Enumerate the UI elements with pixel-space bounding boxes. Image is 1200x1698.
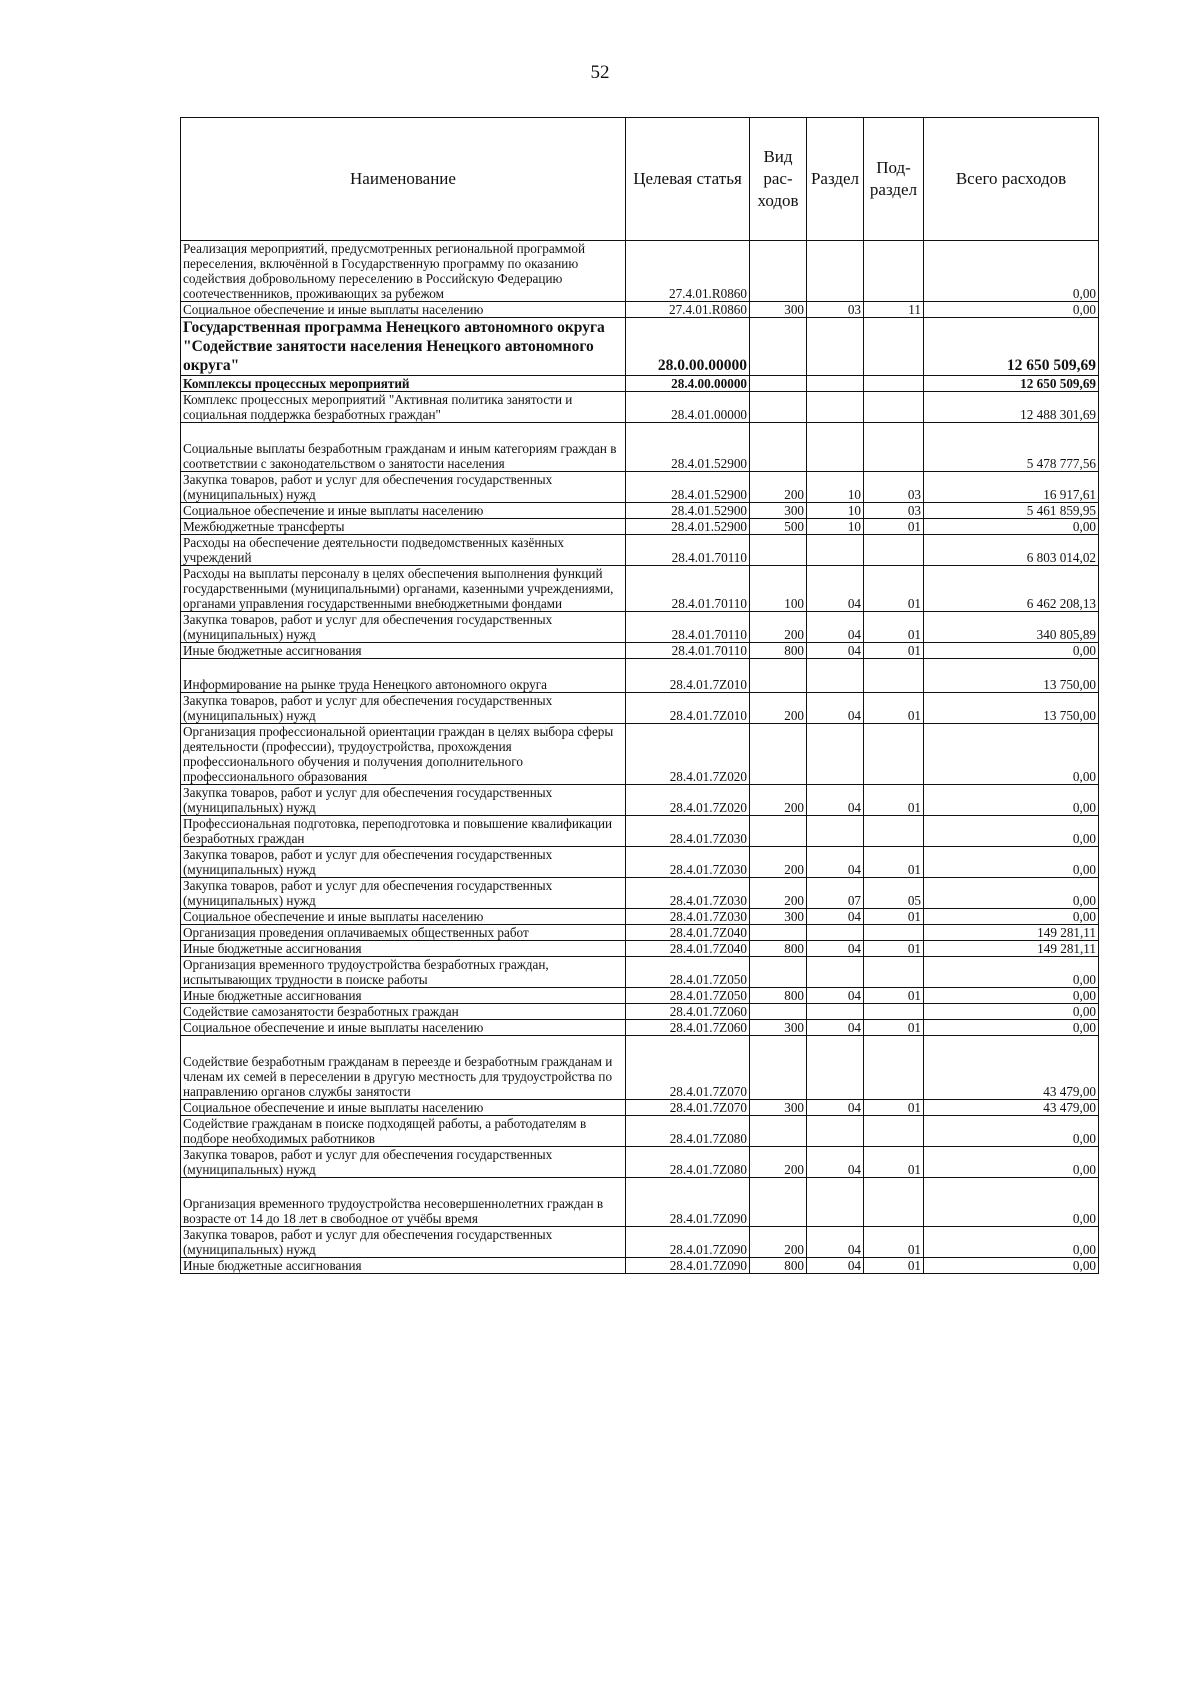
table-row [181, 503, 1099, 519]
cell-name: Содействие гражданам в поиске подходящей работы, а работодателям в подборе необходимых работников [181, 1116, 626, 1147]
cell-section: 04 [807, 612, 864, 643]
cell-target-code: 28.4.01.7Z030 [626, 878, 750, 909]
cell-section: 04 [807, 785, 864, 816]
cell-subsection: 01 [864, 519, 924, 535]
cell-total: 0,00 [924, 909, 1099, 925]
cell-expense-type: 300 [750, 503, 807, 519]
cell-total: 43 479,00 [924, 1100, 1099, 1116]
table-row [181, 1147, 1099, 1178]
cell-total: 16 917,61 [924, 472, 1099, 503]
cell-target-code: 28.4.01.7Z090 [626, 1227, 750, 1258]
cell-expense-type [750, 392, 807, 423]
cell-name: Социальное обеспечение и иные выплаты населению [181, 302, 626, 318]
cell-target-code: 28.4.01.7Z030 [626, 909, 750, 925]
cell-total: 149 281,11 [924, 925, 1099, 941]
cell-name: Реализация мероприятий, предусмотренных региональной программой переселения, включённой в Государственную программу по оказанию содействия добровольному переселению в Российскую Федерацию соотечественников, проживающих за рубежом [181, 241, 626, 302]
cell-section [807, 535, 864, 566]
cell-section: 04 [807, 693, 864, 724]
table-row [181, 1036, 1099, 1100]
cell-target-code: 28.4.01.52900 [626, 519, 750, 535]
cell-total: 0,00 [924, 957, 1099, 988]
cell-section [807, 659, 864, 693]
cell-target-code: 28.4.01.7Z090 [626, 1258, 750, 1274]
cell-expense-type: 200 [750, 693, 807, 724]
cell-name: Государственная программа Ненецкого автономного округа "Содействие занятости населения Ненецкого автономного округа" [181, 318, 626, 376]
cell-target-code: 28.4.01.7Z020 [626, 724, 750, 785]
cell-total: 0,00 [924, 302, 1099, 318]
cell-name: Организация временного трудоустройства несовершеннолетних граждан в возрасте от 14 до 18 лет в свободное от учёбы время [181, 1178, 626, 1227]
table-row [181, 693, 1099, 724]
cell-subsection [864, 925, 924, 941]
cell-name: Закупка товаров, работ и услуг для обеспечения государственных (муниципальных) нужд [181, 785, 626, 816]
table-row [181, 816, 1099, 847]
cell-name: Иные бюджетные ассигнования [181, 941, 626, 957]
table-row [181, 302, 1099, 318]
cell-subsection: 01 [864, 1258, 924, 1274]
cell-target-code: 27.4.01.R0860 [626, 302, 750, 318]
cell-expense-type [750, 318, 807, 376]
cell-subsection: 01 [864, 693, 924, 724]
cell-expense-type [750, 241, 807, 302]
cell-expense-type: 500 [750, 519, 807, 535]
cell-subsection: 01 [864, 847, 924, 878]
cell-name: Социальное обеспечение и иные выплаты населению [181, 909, 626, 925]
cell-section [807, 925, 864, 941]
cell-name: Расходы на обеспечение деятельности подведомственных казённых учреждений [181, 535, 626, 566]
cell-name: Комплексы процессных мероприятий [181, 376, 626, 392]
cell-expense-type: 200 [750, 612, 807, 643]
cell-name: Иные бюджетные ассигнования [181, 988, 626, 1004]
cell-subsection: 01 [864, 1100, 924, 1116]
cell-subsection [864, 1004, 924, 1020]
cell-total: 12 650 509,69 [924, 376, 1099, 392]
cell-subsection: 03 [864, 472, 924, 503]
cell-expense-type: 200 [750, 472, 807, 503]
cell-name: Закупка товаров, работ и услуг для обеспечения государственных (муниципальных) нужд [181, 1147, 626, 1178]
cell-name: Информирование на рынке труда Ненецкого автономного округа [181, 659, 626, 693]
cell-target-code: 28.4.01.7Z010 [626, 693, 750, 724]
header-section: Раздел [807, 118, 864, 241]
cell-section [807, 318, 864, 376]
cell-name: Социальное обеспечение и иные выплаты населению [181, 1020, 626, 1036]
cell-total: 0,00 [924, 1020, 1099, 1036]
cell-name: Социальное обеспечение и иные выплаты населению [181, 1100, 626, 1116]
cell-section [807, 423, 864, 472]
cell-target-code: 28.4.01.7Z050 [626, 957, 750, 988]
table-row [181, 724, 1099, 785]
cell-name: Организация временного трудоустройства безработных граждан, испытывающих трудности в поиске работы [181, 957, 626, 988]
cell-subsection: 01 [864, 941, 924, 957]
cell-total: 0,00 [924, 1178, 1099, 1227]
cell-name: Содействие безработным гражданам в переезде и безработным гражданам и членам их семей в переселении в другую местность для трудоустройства по направлению органов службы занятости [181, 1036, 626, 1100]
table-row [181, 785, 1099, 816]
cell-name: Закупка товаров, работ и услуг для обеспечения государственных (муниципальных) нужд [181, 1227, 626, 1258]
cell-target-code: 27.4.01.R0860 [626, 241, 750, 302]
cell-expense-type [750, 376, 807, 392]
cell-expense-type [750, 925, 807, 941]
cell-name: Закупка товаров, работ и услуг для обеспечения государственных (муниципальных) нужд [181, 472, 626, 503]
table-row [181, 1020, 1099, 1036]
cell-section: 03 [807, 302, 864, 318]
cell-target-code: 28.4.01.7Z040 [626, 925, 750, 941]
cell-total: 0,00 [924, 1116, 1099, 1147]
cell-target-code: 28.4.01.7Z030 [626, 847, 750, 878]
cell-expense-type [750, 1116, 807, 1147]
cell-target-code: 28.4.01.52900 [626, 472, 750, 503]
cell-total: 43 479,00 [924, 1036, 1099, 1100]
cell-total: 0,00 [924, 1227, 1099, 1258]
cell-subsection: 03 [864, 503, 924, 519]
table-row [181, 612, 1099, 643]
cell-subsection [864, 423, 924, 472]
cell-section [807, 376, 864, 392]
cell-expense-type [750, 1004, 807, 1020]
cell-name: Закупка товаров, работ и услуг для обеспечения государственных (муниципальных) нужд [181, 612, 626, 643]
cell-expense-type [750, 659, 807, 693]
table-row [181, 847, 1099, 878]
cell-total: 0,00 [924, 988, 1099, 1004]
cell-expense-type: 200 [750, 1227, 807, 1258]
header-code: Целевая статья [626, 118, 750, 241]
page-number: 52 [590, 62, 610, 83]
cell-subsection: 11 [864, 302, 924, 318]
cell-subsection: 01 [864, 566, 924, 612]
cell-total: 13 750,00 [924, 693, 1099, 724]
table-row [181, 376, 1099, 392]
cell-name: Межбюджетные трансферты [181, 519, 626, 535]
cell-name: Социальные выплаты безработным гражданам и иным категориям граждан в соответствии с законодательством о занятости населения [181, 423, 626, 472]
cell-subsection [864, 1036, 924, 1100]
table-row [181, 392, 1099, 423]
cell-subsection: 01 [864, 785, 924, 816]
cell-expense-type: 100 [750, 566, 807, 612]
cell-section: 04 [807, 1147, 864, 1178]
cell-expense-type: 300 [750, 302, 807, 318]
table-row [181, 659, 1099, 693]
cell-total: 0,00 [924, 643, 1099, 659]
cell-target-code: 28.4.01.7Z060 [626, 1020, 750, 1036]
cell-subsection [864, 241, 924, 302]
cell-target-code: 28.4.01.70110 [626, 612, 750, 643]
cell-section [807, 1004, 864, 1020]
cell-total: 0,00 [924, 1147, 1099, 1178]
cell-expense-type [750, 535, 807, 566]
cell-expense-type [750, 816, 807, 847]
cell-target-code: 28.4.01.00000 [626, 392, 750, 423]
cell-total: 149 281,11 [924, 941, 1099, 957]
cell-expense-type [750, 724, 807, 785]
table-row [181, 643, 1099, 659]
cell-total: 0,00 [924, 1258, 1099, 1274]
cell-section: 04 [807, 1100, 864, 1116]
cell-target-code: 28.4.01.70110 [626, 566, 750, 612]
cell-name: Иные бюджетные ассигнования [181, 643, 626, 659]
cell-section: 04 [807, 566, 864, 612]
budget-table [180, 117, 1099, 1274]
table-row [181, 909, 1099, 925]
cell-section: 04 [807, 988, 864, 1004]
cell-section: 04 [807, 847, 864, 878]
cell-total: 6 803 014,02 [924, 535, 1099, 566]
cell-target-code: 28.4.01.7Z080 [626, 1147, 750, 1178]
cell-total: 0,00 [924, 785, 1099, 816]
cell-section: 10 [807, 503, 864, 519]
cell-total: 0,00 [924, 519, 1099, 535]
cell-target-code: 28.4.01.7Z070 [626, 1100, 750, 1116]
table-row [181, 535, 1099, 566]
cell-expense-type: 300 [750, 909, 807, 925]
cell-expense-type: 300 [750, 1100, 807, 1116]
cell-section: 04 [807, 1258, 864, 1274]
table-row [181, 988, 1099, 1004]
cell-name: Организация проведения оплачиваемых общественных работ [181, 925, 626, 941]
cell-expense-type: 800 [750, 1258, 807, 1274]
header-subsection: Под-раздел [864, 118, 924, 241]
cell-total: 5 478 777,56 [924, 423, 1099, 472]
cell-section [807, 1116, 864, 1147]
cell-expense-type: 800 [750, 988, 807, 1004]
cell-expense-type [750, 1036, 807, 1100]
cell-section [807, 1178, 864, 1227]
cell-section: 10 [807, 519, 864, 535]
table-row [181, 241, 1099, 302]
table-row [181, 925, 1099, 941]
cell-section: 10 [807, 472, 864, 503]
cell-name: Иные бюджетные ассигнования [181, 1258, 626, 1274]
cell-target-code: 28.4.01.7Z040 [626, 941, 750, 957]
cell-total: 0,00 [924, 724, 1099, 785]
cell-subsection: 01 [864, 909, 924, 925]
table-row [181, 1004, 1099, 1020]
cell-target-code: 28.4.01.70110 [626, 643, 750, 659]
cell-target-code: 28.4.01.70110 [626, 535, 750, 566]
table-row [181, 1227, 1099, 1258]
cell-target-code: 28.4.01.7Z070 [626, 1036, 750, 1100]
table-row [181, 519, 1099, 535]
cell-expense-type: 300 [750, 1020, 807, 1036]
cell-target-code: 28.4.01.7Z060 [626, 1004, 750, 1020]
cell-expense-type [750, 1178, 807, 1227]
cell-subsection: 01 [864, 1147, 924, 1178]
cell-section [807, 957, 864, 988]
cell-target-code: 28.4.01.7Z020 [626, 785, 750, 816]
cell-subsection [864, 816, 924, 847]
header-type: Вид рас-ходов [750, 118, 807, 241]
cell-total: 0,00 [924, 816, 1099, 847]
cell-total: 340 805,89 [924, 612, 1099, 643]
cell-total: 0,00 [924, 878, 1099, 909]
cell-section [807, 724, 864, 785]
cell-name: Организация профессиональной ориентации граждан в целях выбора сферы деятельности (профессии), трудоустройства, прохождения профессионального обучения и получения дополнительного профессионального образования [181, 724, 626, 785]
cell-total: 12 650 509,69 [924, 318, 1099, 376]
cell-subsection [864, 376, 924, 392]
cell-subsection [864, 957, 924, 988]
cell-section [807, 1036, 864, 1100]
cell-name: Профессиональная подготовка, переподготовка и повышение квалификации безработных граждан [181, 816, 626, 847]
table-row [181, 1258, 1099, 1274]
cell-expense-type: 200 [750, 1147, 807, 1178]
cell-subsection [864, 318, 924, 376]
table-row [181, 472, 1099, 503]
cell-target-code: 28.4.01.52900 [626, 423, 750, 472]
cell-name: Закупка товаров, работ и услуг для обеспечения государственных (муниципальных) нужд [181, 693, 626, 724]
cell-total: 12 488 301,69 [924, 392, 1099, 423]
cell-target-code: 28.4.01.7Z080 [626, 1116, 750, 1147]
table-row [181, 878, 1099, 909]
cell-section: 04 [807, 1020, 864, 1036]
cell-total: 5 461 859,95 [924, 503, 1099, 519]
cell-target-code: 28.4.01.7Z030 [626, 816, 750, 847]
cell-subsection [864, 392, 924, 423]
cell-name: Расходы на выплаты персоналу в целях обеспечения выполнения функций государственными (муниципальными) органами, казенными учреждениями, органами управления государственными внебюджетными фондами [181, 566, 626, 612]
cell-section: 07 [807, 878, 864, 909]
cell-expense-type: 200 [750, 878, 807, 909]
cell-total: 0,00 [924, 241, 1099, 302]
table-header-row [181, 118, 1099, 241]
cell-subsection [864, 1116, 924, 1147]
table-row [181, 1116, 1099, 1147]
cell-section [807, 816, 864, 847]
table-row [181, 1100, 1099, 1116]
cell-subsection: 05 [864, 878, 924, 909]
header-total: Всего расходов [924, 118, 1099, 241]
cell-subsection: 01 [864, 612, 924, 643]
cell-total: 0,00 [924, 1004, 1099, 1020]
cell-target-code: 28.4.01.7Z090 [626, 1178, 750, 1227]
cell-subsection: 01 [864, 988, 924, 1004]
table-row [181, 566, 1099, 612]
cell-target-code: 28.4.01.7Z050 [626, 988, 750, 1004]
cell-section: 04 [807, 1227, 864, 1258]
table-row [181, 318, 1099, 376]
cell-expense-type [750, 957, 807, 988]
cell-section [807, 392, 864, 423]
cell-subsection [864, 535, 924, 566]
cell-subsection [864, 1178, 924, 1227]
cell-section: 04 [807, 941, 864, 957]
table-row [181, 423, 1099, 472]
cell-target-code: 28.0.00.00000 [626, 318, 750, 376]
cell-name: Содействие самозанятости безработных граждан [181, 1004, 626, 1020]
cell-name: Закупка товаров, работ и услуг для обеспечения государственных (муниципальных) нужд [181, 878, 626, 909]
cell-expense-type: 200 [750, 785, 807, 816]
cell-section [807, 241, 864, 302]
cell-expense-type [750, 423, 807, 472]
header-name: Наименование [181, 118, 626, 241]
cell-total: 0,00 [924, 847, 1099, 878]
cell-target-code: 28.4.01.7Z010 [626, 659, 750, 693]
cell-subsection: 01 [864, 1227, 924, 1258]
cell-expense-type: 200 [750, 847, 807, 878]
cell-expense-type: 800 [750, 941, 807, 957]
table-row [181, 1178, 1099, 1227]
cell-expense-type: 800 [750, 643, 807, 659]
cell-name: Закупка товаров, работ и услуг для обеспечения государственных (муниципальных) нужд [181, 847, 626, 878]
cell-name: Социальное обеспечение и иные выплаты населению [181, 503, 626, 519]
table-row [181, 941, 1099, 957]
cell-target-code: 28.4.00.00000 [626, 376, 750, 392]
cell-total: 6 462 208,13 [924, 566, 1099, 612]
cell-subsection [864, 724, 924, 785]
cell-target-code: 28.4.01.52900 [626, 503, 750, 519]
table-row [181, 957, 1099, 988]
cell-subsection [864, 659, 924, 693]
cell-name: Комплекс процессных мероприятий "Активная политика занятости и социальная поддержка безработных граждан" [181, 392, 626, 423]
cell-total: 13 750,00 [924, 659, 1099, 693]
cell-subsection: 01 [864, 1020, 924, 1036]
cell-section: 04 [807, 909, 864, 925]
cell-section: 04 [807, 643, 864, 659]
cell-subsection: 01 [864, 643, 924, 659]
